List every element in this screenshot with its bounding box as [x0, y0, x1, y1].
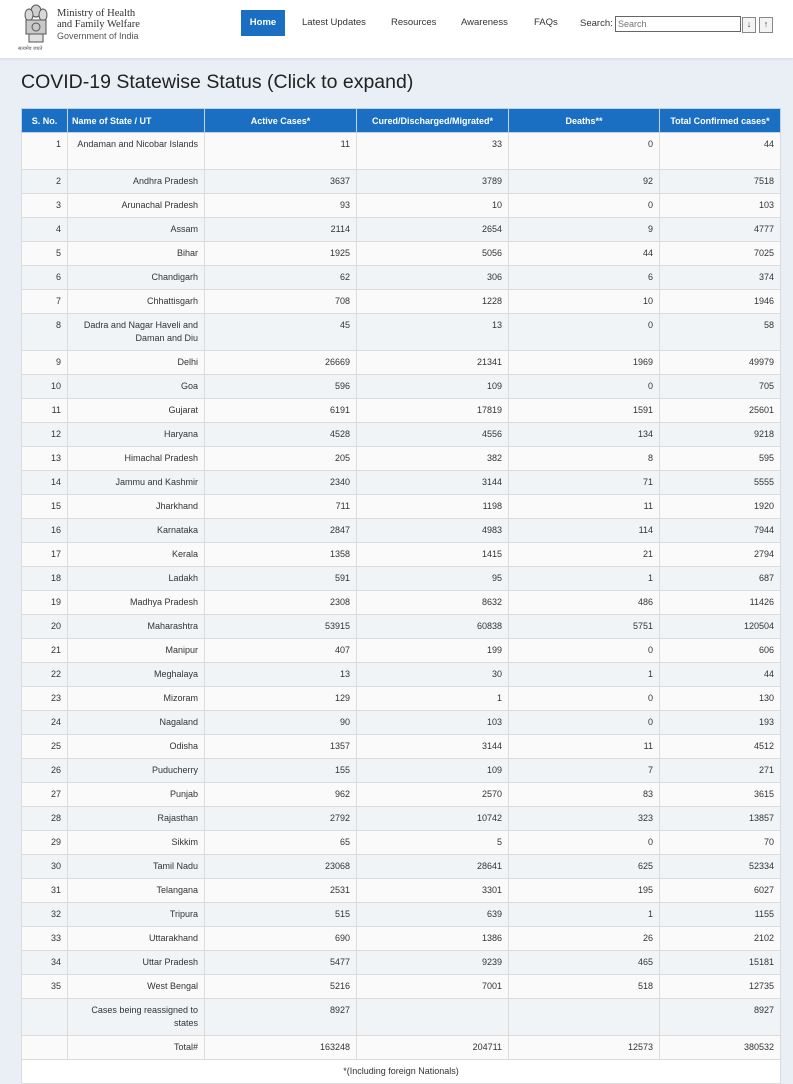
cured-cell: 33 [357, 133, 509, 170]
total-confirmed-cell: 25601 [660, 399, 781, 423]
emblem-caption: सत्यमेव जयते [18, 46, 43, 52]
total-confirmed-cell: 606 [660, 639, 781, 663]
deaths-cell: 0 [509, 133, 660, 170]
deaths-cell: 9 [509, 218, 660, 242]
deaths-cell: 0 [509, 639, 660, 663]
table-row[interactable] [22, 314, 781, 351]
deaths-cell: 26 [509, 927, 660, 951]
state-name-cell: Cases being reassigned to states [68, 999, 205, 1036]
deaths-cell: 0 [509, 314, 660, 351]
active-cases-cell: 205 [205, 447, 357, 471]
deaths-cell: 5751 [509, 615, 660, 639]
state-name-cell: Uttarakhand [68, 927, 205, 951]
sno-cell: 4 [22, 218, 68, 242]
deaths-cell: 625 [509, 855, 660, 879]
table-row[interactable] [22, 423, 781, 447]
active-cases-cell: 3637 [205, 170, 357, 194]
cured-cell: 204711 [357, 1036, 509, 1060]
col-header-deaths[interactable]: Deaths** [509, 109, 660, 133]
cured-cell: 17819 [357, 399, 509, 423]
total-confirmed-cell: 2794 [660, 543, 781, 567]
total-confirmed-cell: 103 [660, 194, 781, 218]
deaths-cell: 486 [509, 591, 660, 615]
nav-faqs[interactable]: FAQs [534, 17, 558, 28]
cured-cell: 382 [357, 447, 509, 471]
sno-cell: 26 [22, 759, 68, 783]
sno-cell: 19 [22, 591, 68, 615]
deaths-cell: 7 [509, 759, 660, 783]
active-cases-cell: 2792 [205, 807, 357, 831]
table-row[interactable] [22, 266, 781, 290]
cured-cell: 7001 [357, 975, 509, 999]
page-title[interactable]: COVID-19 Statewise Status (Click to expand) [21, 71, 414, 93]
table-row[interactable] [22, 639, 781, 663]
deaths-cell: 0 [509, 687, 660, 711]
active-cases-cell: 23068 [205, 855, 357, 879]
state-name-cell: Assam [68, 218, 205, 242]
state-name-cell: Arunachal Pradesh [68, 194, 205, 218]
total-confirmed-cell: 193 [660, 711, 781, 735]
state-name-cell: Rajasthan [68, 807, 205, 831]
deaths-cell: 195 [509, 879, 660, 903]
table-row[interactable] [22, 567, 781, 591]
cured-cell: 5 [357, 831, 509, 855]
nav-latest-updates[interactable]: Latest Updates [302, 17, 366, 28]
state-name-cell: Goa [68, 375, 205, 399]
active-cases-cell: 129 [205, 687, 357, 711]
table-row[interactable] [22, 591, 781, 615]
sno-cell: 20 [22, 615, 68, 639]
cured-cell: 1386 [357, 927, 509, 951]
table-row[interactable] [22, 663, 781, 687]
cured-cell: 13 [357, 314, 509, 351]
sno-cell: 32 [22, 903, 68, 927]
active-cases-cell: 53915 [205, 615, 357, 639]
table-row[interactable] [22, 615, 781, 639]
sno-cell: 11 [22, 399, 68, 423]
deaths-cell: 8 [509, 447, 660, 471]
total-confirmed-cell: 49979 [660, 351, 781, 375]
deaths-cell: 1 [509, 903, 660, 927]
total-confirmed-cell: 9218 [660, 423, 781, 447]
deaths-cell: 114 [509, 519, 660, 543]
cured-cell: 3301 [357, 879, 509, 903]
total-confirmed-cell: 70 [660, 831, 781, 855]
active-cases-cell: 5477 [205, 951, 357, 975]
col-header-cured[interactable]: Cured/Discharged/Migrated* [357, 109, 509, 133]
cured-cell: 9239 [357, 951, 509, 975]
cured-cell: 3144 [357, 735, 509, 759]
total-confirmed-cell: 271 [660, 759, 781, 783]
nav-resources[interactable]: Resources [391, 17, 437, 28]
total-confirmed-cell: 58 [660, 314, 781, 351]
cured-cell: 199 [357, 639, 509, 663]
table-row[interactable] [22, 711, 781, 735]
active-cases-cell: 8927 [205, 999, 357, 1036]
state-name-cell: Andaman and Nicobar Islands [68, 133, 205, 170]
cured-cell: 1 [357, 687, 509, 711]
table-row[interactable] [22, 399, 781, 423]
active-cases-cell: 1358 [205, 543, 357, 567]
cured-cell: 109 [357, 759, 509, 783]
active-cases-cell: 13 [205, 663, 357, 687]
active-cases-cell: 596 [205, 375, 357, 399]
sno-cell: 25 [22, 735, 68, 759]
state-name-cell: Madhya Pradesh [68, 591, 205, 615]
brand-line-1: Ministry of Health [57, 8, 136, 19]
table-row[interactable] [22, 687, 781, 711]
state-name-cell: Telangana [68, 879, 205, 903]
cured-cell: 95 [357, 567, 509, 591]
state-name-cell: Odisha [68, 735, 205, 759]
table-header-row [22, 109, 781, 133]
sno-cell: 2 [22, 170, 68, 194]
sno-cell: 27 [22, 783, 68, 807]
state-name-cell: Uttar Pradesh [68, 951, 205, 975]
active-cases-cell: 45 [205, 314, 357, 351]
table-row[interactable] [22, 519, 781, 543]
total-confirmed-cell: 2102 [660, 927, 781, 951]
sno-cell [22, 999, 68, 1036]
deaths-cell: 11 [509, 735, 660, 759]
active-cases-cell: 515 [205, 903, 357, 927]
cured-cell: 1198 [357, 495, 509, 519]
total-confirmed-cell: 13857 [660, 807, 781, 831]
sno-cell: 5 [22, 242, 68, 266]
cured-cell: 8632 [357, 591, 509, 615]
table-row[interactable] [22, 879, 781, 903]
active-cases-cell: 962 [205, 783, 357, 807]
state-name-cell: Total# [68, 1036, 205, 1060]
sno-cell: 21 [22, 639, 68, 663]
sno-cell: 9 [22, 351, 68, 375]
table-body [22, 133, 781, 1084]
active-cases-cell: 2531 [205, 879, 357, 903]
cured-cell: 5056 [357, 242, 509, 266]
state-name-cell: Delhi [68, 351, 205, 375]
table-row[interactable] [22, 903, 781, 927]
table-row[interactable] [22, 831, 781, 855]
total-confirmed-cell: 7518 [660, 170, 781, 194]
total-confirmed-cell: 7025 [660, 242, 781, 266]
table-row[interactable] [22, 170, 781, 194]
total-confirmed-cell: 4777 [660, 218, 781, 242]
table-row[interactable] [22, 999, 781, 1036]
ministry-brand[interactable] [57, 9, 140, 42]
deaths-cell: 11 [509, 495, 660, 519]
total-confirmed-cell: 374 [660, 266, 781, 290]
total-confirmed-cell: 12735 [660, 975, 781, 999]
sno-cell: 35 [22, 975, 68, 999]
sno-cell: 22 [22, 663, 68, 687]
sno-cell: 14 [22, 471, 68, 495]
active-cases-cell: 1925 [205, 242, 357, 266]
site-header [0, 0, 793, 59]
active-cases-cell: 163248 [205, 1036, 357, 1060]
deaths-cell: 0 [509, 831, 660, 855]
table-row[interactable] [22, 759, 781, 783]
sno-cell: 6 [22, 266, 68, 290]
total-confirmed-cell: 7944 [660, 519, 781, 543]
table-row[interactable] [22, 1036, 781, 1060]
col-header-sno[interactable]: S. No. [22, 109, 68, 133]
sno-cell: 7 [22, 290, 68, 314]
state-name-cell: Gujarat [68, 399, 205, 423]
cured-cell: 4983 [357, 519, 509, 543]
nav-awareness[interactable]: Awareness [461, 17, 508, 28]
state-name-cell: Nagaland [68, 711, 205, 735]
cured-cell: 21341 [357, 351, 509, 375]
table-row[interactable] [22, 855, 781, 879]
deaths-cell: 71 [509, 471, 660, 495]
total-confirmed-cell: 1155 [660, 903, 781, 927]
total-confirmed-cell: 380532 [660, 1036, 781, 1060]
sort-up-button[interactable]: ↑ [759, 17, 773, 33]
deaths-cell: 518 [509, 975, 660, 999]
total-confirmed-cell: 595 [660, 447, 781, 471]
deaths-cell: 0 [509, 194, 660, 218]
state-name-cell: Bihar [68, 242, 205, 266]
deaths-cell: 1 [509, 567, 660, 591]
cured-cell: 3789 [357, 170, 509, 194]
sno-cell: 1 [22, 133, 68, 170]
brand-line-2: and Family Welfare [57, 18, 140, 30]
sno-cell: 31 [22, 879, 68, 903]
deaths-cell: 44 [509, 242, 660, 266]
statewise-table-container [21, 108, 780, 1084]
cured-cell: 1415 [357, 543, 509, 567]
statewise-status-table [21, 108, 781, 1084]
active-cases-cell: 93 [205, 194, 357, 218]
state-name-cell: Tamil Nadu [68, 855, 205, 879]
deaths-cell: 21 [509, 543, 660, 567]
active-cases-cell: 6191 [205, 399, 357, 423]
cured-cell: 306 [357, 266, 509, 290]
total-confirmed-cell: 8927 [660, 999, 781, 1036]
deaths-cell: 92 [509, 170, 660, 194]
brand-subtitle: Government of India [57, 31, 139, 41]
state-name-cell: Tripura [68, 903, 205, 927]
deaths-cell: 10 [509, 290, 660, 314]
total-confirmed-cell: 705 [660, 375, 781, 399]
cured-cell: 639 [357, 903, 509, 927]
cured-cell [357, 999, 509, 1036]
active-cases-cell: 2847 [205, 519, 357, 543]
table-row[interactable] [22, 807, 781, 831]
col-header-state[interactable]: Name of State / UT [68, 109, 205, 133]
sno-cell: 34 [22, 951, 68, 975]
sno-cell: 10 [22, 375, 68, 399]
total-confirmed-cell: 3615 [660, 783, 781, 807]
active-cases-cell: 2308 [205, 591, 357, 615]
sno-cell: 13 [22, 447, 68, 471]
total-confirmed-cell: 1946 [660, 290, 781, 314]
table-row[interactable] [22, 218, 781, 242]
search-label: Search: [580, 18, 613, 29]
table-row[interactable] [22, 447, 781, 471]
active-cases-cell: 4528 [205, 423, 357, 447]
deaths-cell: 0 [509, 711, 660, 735]
table-row[interactable] [22, 543, 781, 567]
cured-cell: 4556 [357, 423, 509, 447]
table-row[interactable] [22, 735, 781, 759]
state-name-cell: Kerala [68, 543, 205, 567]
cured-cell: 30 [357, 663, 509, 687]
active-cases-cell: 690 [205, 927, 357, 951]
sno-cell: 30 [22, 855, 68, 879]
col-header-active[interactable]: Active Cases* [205, 109, 357, 133]
total-confirmed-cell: 1920 [660, 495, 781, 519]
state-name-cell: Maharashtra [68, 615, 205, 639]
deaths-cell [509, 999, 660, 1036]
cured-cell: 60838 [357, 615, 509, 639]
deaths-cell: 0 [509, 375, 660, 399]
active-cases-cell: 11 [205, 133, 357, 170]
state-name-cell: West Bengal [68, 975, 205, 999]
national-emblem-icon[interactable] [20, 2, 52, 54]
sno-cell: 23 [22, 687, 68, 711]
table-row[interactable] [22, 290, 781, 314]
cured-cell: 109 [357, 375, 509, 399]
cured-cell: 1228 [357, 290, 509, 314]
active-cases-cell: 2114 [205, 218, 357, 242]
nav-home[interactable]: Home [241, 10, 285, 36]
total-confirmed-cell: 4512 [660, 735, 781, 759]
sort-down-button[interactable]: ↓ [742, 17, 756, 33]
table-row[interactable] [22, 375, 781, 399]
total-confirmed-cell: 11426 [660, 591, 781, 615]
table-row[interactable] [22, 471, 781, 495]
table-row[interactable] [22, 927, 781, 951]
sno-cell: 12 [22, 423, 68, 447]
active-cases-cell: 1357 [205, 735, 357, 759]
sno-cell: 29 [22, 831, 68, 855]
cured-cell: 3144 [357, 471, 509, 495]
deaths-cell: 465 [509, 951, 660, 975]
state-name-cell: Sikkim [68, 831, 205, 855]
table-row[interactable] [22, 242, 781, 266]
active-cases-cell: 62 [205, 266, 357, 290]
total-confirmed-cell: 15181 [660, 951, 781, 975]
total-confirmed-cell: 44 [660, 133, 781, 170]
state-name-cell: Jammu and Kashmir [68, 471, 205, 495]
state-name-cell: Jharkhand [68, 495, 205, 519]
sno-cell: 16 [22, 519, 68, 543]
state-name-cell: Karnataka [68, 519, 205, 543]
cured-cell: 10742 [357, 807, 509, 831]
state-name-cell: Chandigarh [68, 266, 205, 290]
total-confirmed-cell: 5555 [660, 471, 781, 495]
sno-cell: 28 [22, 807, 68, 831]
state-name-cell: Dadra and Nagar Haveli and Daman and Diu [68, 314, 205, 351]
table-row[interactable] [22, 951, 781, 975]
deaths-cell: 12573 [509, 1036, 660, 1060]
state-name-cell: Meghalaya [68, 663, 205, 687]
table-row[interactable] [22, 975, 781, 999]
cured-cell: 2570 [357, 783, 509, 807]
deaths-cell: 83 [509, 783, 660, 807]
deaths-cell: 1 [509, 663, 660, 687]
cured-cell: 103 [357, 711, 509, 735]
active-cases-cell: 2340 [205, 471, 357, 495]
col-header-total[interactable]: Total Confirmed cases* [660, 109, 781, 133]
active-cases-cell: 708 [205, 290, 357, 314]
sno-cell: 3 [22, 194, 68, 218]
sno-cell: 8 [22, 314, 68, 351]
sno-cell: 17 [22, 543, 68, 567]
sno-cell [22, 1036, 68, 1060]
table-row[interactable] [22, 133, 781, 170]
state-name-cell: Punjab [68, 783, 205, 807]
table-row[interactable] [22, 783, 781, 807]
state-name-cell: Puducherry [68, 759, 205, 783]
total-confirmed-cell: 130 [660, 687, 781, 711]
total-confirmed-cell: 6027 [660, 879, 781, 903]
deaths-cell: 1969 [509, 351, 660, 375]
state-name-cell: Andhra Pradesh [68, 170, 205, 194]
deaths-cell: 1591 [509, 399, 660, 423]
footnote: *(Including foreign Nationals) [22, 1060, 781, 1084]
state-name-cell: Ladakh [68, 567, 205, 591]
cured-cell: 10 [357, 194, 509, 218]
cured-cell: 28641 [357, 855, 509, 879]
active-cases-cell: 26669 [205, 351, 357, 375]
total-confirmed-cell: 120504 [660, 615, 781, 639]
table-row[interactable] [22, 495, 781, 519]
active-cases-cell: 711 [205, 495, 357, 519]
state-name-cell: Himachal Pradesh [68, 447, 205, 471]
sno-cell: 15 [22, 495, 68, 519]
active-cases-cell: 5216 [205, 975, 357, 999]
state-name-cell: Chhattisgarh [68, 290, 205, 314]
search-input[interactable] [615, 16, 741, 32]
sno-cell: 18 [22, 567, 68, 591]
footnote-row [22, 1060, 781, 1084]
table-row[interactable] [22, 194, 781, 218]
active-cases-cell: 155 [205, 759, 357, 783]
total-confirmed-cell: 44 [660, 663, 781, 687]
sno-cell: 24 [22, 711, 68, 735]
total-confirmed-cell: 687 [660, 567, 781, 591]
state-name-cell: Mizoram [68, 687, 205, 711]
sno-cell: 33 [22, 927, 68, 951]
state-name-cell: Manipur [68, 639, 205, 663]
cured-cell: 2654 [357, 218, 509, 242]
deaths-cell: 134 [509, 423, 660, 447]
active-cases-cell: 591 [205, 567, 357, 591]
table-row[interactable] [22, 351, 781, 375]
state-name-cell: Haryana [68, 423, 205, 447]
deaths-cell: 323 [509, 807, 660, 831]
deaths-cell: 6 [509, 266, 660, 290]
active-cases-cell: 90 [205, 711, 357, 735]
active-cases-cell: 407 [205, 639, 357, 663]
total-confirmed-cell: 52334 [660, 855, 781, 879]
active-cases-cell: 65 [205, 831, 357, 855]
